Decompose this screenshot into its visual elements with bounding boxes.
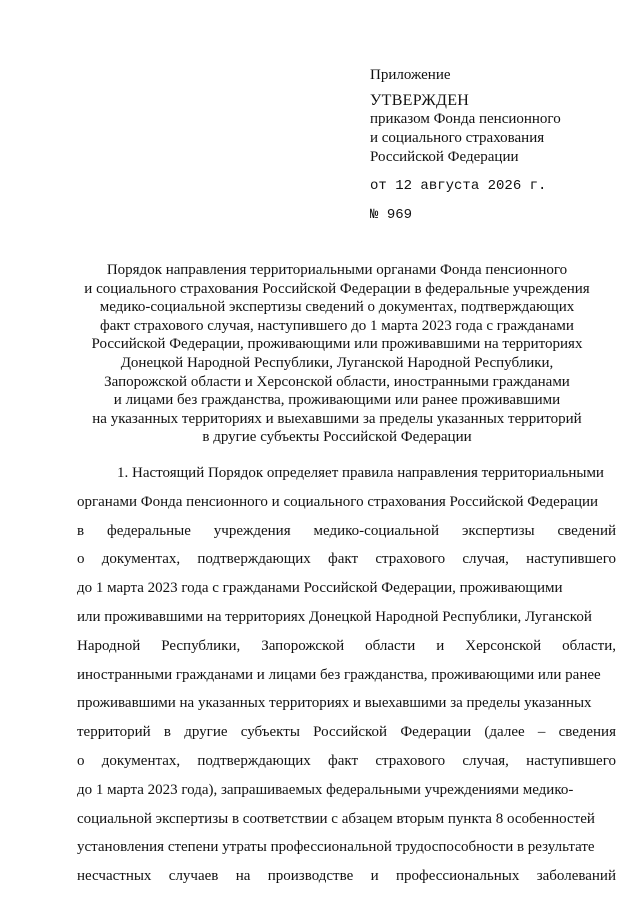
order-line: и социального страхования [370,130,545,146]
approved-heading: УТВЕРЖДЕН [370,92,470,109]
order-line: Российской Федерации [370,149,519,165]
date-value: 12 августа 2026 г. [395,178,547,194]
document-title [60,261,614,447]
body-line: или проживавшими на территориях Донецкой Народной Республики, Луганской [77,608,592,625]
body-line: органами Фонда пенсионного и социального страхования Российской Федерации [77,493,599,510]
body-paragraph [77,459,616,891]
body-line: Народной Республики, Запорожской области и Херсонской области, [77,637,616,654]
body-line: в федеральные учреждения медико-социальной экспертизы сведений [77,522,616,539]
title-line: и лицами без гражданства, проживающими или ранее проживавшими [113,392,561,409]
body-line: территорий в другие субъекты Российской Федерации (далее – сведения [77,724,616,741]
date-prefix: от [370,178,387,194]
order-number [370,207,412,223]
title-line: Российской Федерации, проживающими или проживавшими на территориях [91,336,583,353]
title-line: факт страхового случая, наступившего до 1 марта 2023 года с гражданами [100,317,574,334]
title-line: на указанных территориях и выехавшими за пределы указанных территорий [92,410,582,427]
body-line: проживавшими на указанных территориях и выехавшими за пределы указанных [77,695,592,712]
body-line: о документах, подтверждающих факт страхового случая, наступившего [77,551,616,568]
body-line: до 1 марта 2023 года), запрашиваемых федеральными учреждениями медико- [77,781,574,798]
number-value: 969 [386,207,413,223]
title-line: и социального страхования Российской Федерации в федеральные учреждения [84,280,590,297]
body-line: установления степени утраты профессиональной трудоспособности в результате [77,839,595,856]
body-line: социальной экспертизы в соответствии с абзацем вторым пункта 8 особенностей [77,810,595,827]
title-line: Порядок направления территориальными органами Фонда пенсионного [106,262,568,278]
body-line: несчастных случаев на производстве и профессиональных заболеваний [77,868,616,885]
order-date [370,178,546,194]
title-line: Запорожской области и Херсонской области, иностранными гражданами [104,373,570,390]
body-line: иностранными гражданами и лицами без гражданства, проживающими или ранее [77,666,601,683]
body-line: 1. Настоящий Порядок определяет правила направления территориальными [117,465,604,481]
appendix-label: Приложение [370,67,451,83]
body-line: до 1 марта 2023 года с гражданами Российской Федерации, проживающими [77,580,563,597]
title-line: медико-социальной экспертизы сведений о документах, подтверждающих [99,299,575,316]
order-line: приказом Фонда пенсионного [370,111,561,127]
body-line: о документах, подтверждающих факт страхового случая, наступившего [77,752,616,769]
title-line: в другие субъекты Российской Федерации [202,429,472,446]
number-prefix: № [370,207,379,223]
approval-block [370,66,620,167]
title-line: Донецкой Народной Республики, Луганской Народной Республики, [120,354,554,371]
